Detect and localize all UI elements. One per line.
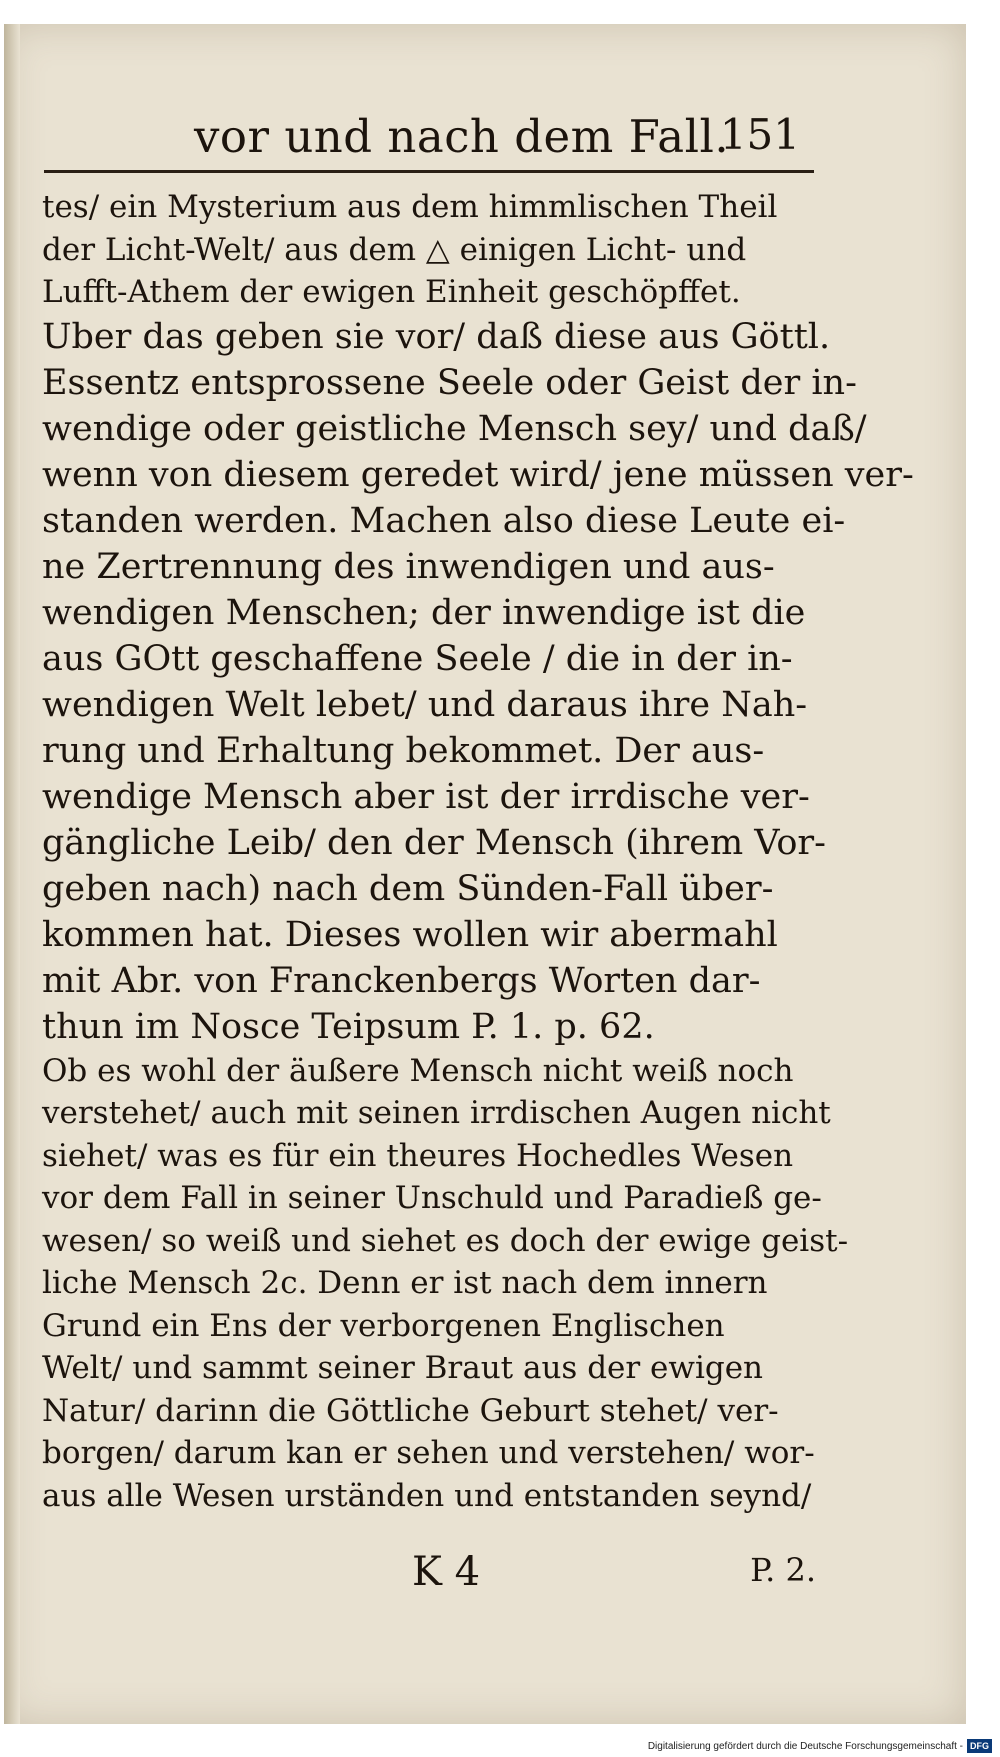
text-line: Ob es wohl der äußere Mensch nicht weiß noch — [42, 1052, 794, 1089]
text-line: borgen/ darum kan er sehen und verstehen/ wor- — [42, 1435, 815, 1471]
scan-bottom-band — [0, 1724, 1000, 1736]
text-line: Uber das geben sie vor/ daß diese aus Göttl. — [42, 316, 831, 357]
text-line: gängliche Leib/ den der Mensch (ihrem Vor- — [42, 822, 826, 863]
text-line: wesen/ so weiß und siehet es doch der ewige geist- — [42, 1222, 849, 1259]
text-line: verstehet/ auch mit seinen irrdischen Augen nicht — [42, 1095, 831, 1131]
text-line: aus alle Wesen urständen und entstanden seynd/ — [42, 1477, 812, 1514]
text-line: geben nach) nach dem Sünden-Fall über- — [42, 868, 774, 909]
header-rule — [44, 170, 814, 173]
text-line: wendige Mensch aber ist der irrdische ver- — [42, 776, 810, 817]
body-text — [42, 186, 914, 1517]
running-head: vor und nach dem Fall. — [194, 110, 730, 163]
book-page — [4, 24, 966, 1724]
digitization-credit — [648, 1738, 992, 1754]
text-line: ne Zertrennung des inwendigen und aus- — [42, 546, 775, 587]
page-header — [44, 108, 814, 178]
text-line: Lufft-Athem der ewigen Einheit geschöpffet. — [42, 274, 741, 310]
text-line: wenn von diesem geredet wird/ jene müssen ver- — [42, 454, 914, 495]
text-line: thun im Nosce Teipsum P. 1. p. 62. — [42, 1006, 655, 1047]
text-line: wendige oder geistliche Mensch sey/ und daß/ — [42, 408, 867, 449]
text-line: mit Abr. von Franckenbergs Worten dar- — [42, 960, 761, 1001]
text-line: kommen hat. Dieses wollen wir abermahl — [42, 914, 778, 955]
text-line: Grund ein Ens der verborgenen Englischen — [42, 1307, 725, 1344]
text-line: Welt/ und sammt seiner Braut aus der ewigen — [42, 1350, 764, 1386]
text-line: wendigen Menschen; der inwendige ist die — [42, 592, 806, 633]
signature-mark: K 4 — [412, 1549, 481, 1595]
catchword: P. 2. — [750, 1551, 816, 1589]
text-line: Essentz entsprossene Seele oder Geist der in- — [42, 362, 857, 403]
text-line: vor dem Fall in seiner Unschuld und Paradieß ge- — [42, 1180, 822, 1216]
text-line: tes/ ein Mysterium aus dem himmlischen Theil — [42, 189, 778, 225]
text-line: liche Mensch 2c. Denn er ist nach dem innern — [42, 1265, 768, 1301]
page-number: 151 — [719, 110, 800, 159]
text-line: aus GOtt geschaffene Seele / die in der in- — [42, 638, 793, 679]
page-gutter-shadow — [4, 24, 20, 1724]
credit-text: Digitalisierung gefördert durch die Deutsche Forschungsgemeinschaft - — [647, 1740, 963, 1752]
text-line: Natur/ darinn die Göttliche Geburt stehet/ ver- — [42, 1392, 779, 1429]
text-line: wendigen Welt lebet/ und daraus ihre Nah- — [42, 684, 808, 725]
text-line: rung und Erhaltung bekommet. Der aus- — [42, 730, 765, 771]
text-line: siehet/ was es für ein theures Hochedles Wesen — [42, 1137, 794, 1174]
text-line: der Licht-Welt/ aus dem △ einigen Licht- und — [42, 231, 747, 268]
page-footer — [44, 1549, 824, 1609]
dfg-logo-icon: DFG — [967, 1739, 992, 1753]
text-line: standen werden. Machen also diese Leute ei- — [42, 500, 846, 541]
